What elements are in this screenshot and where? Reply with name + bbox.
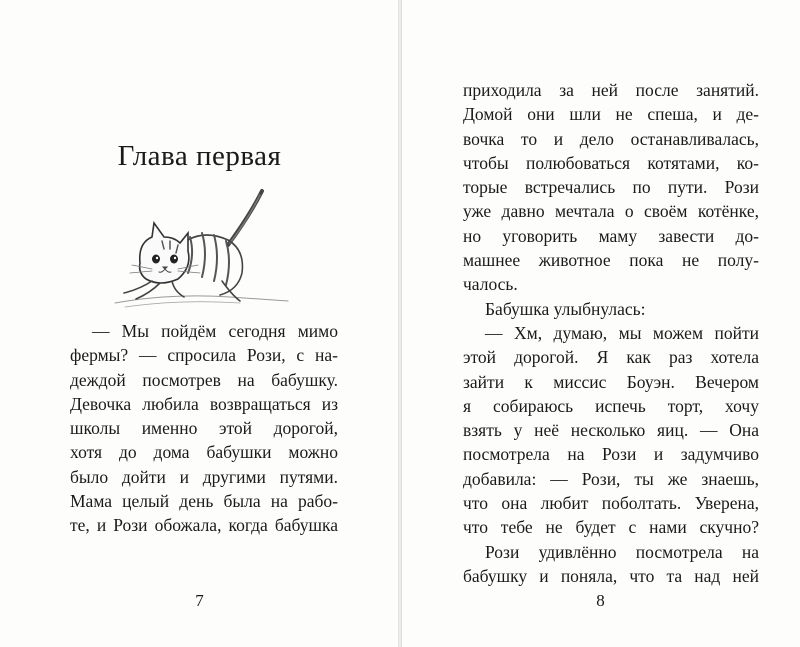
text-line: Домой они шли не спеша, и де- bbox=[463, 104, 759, 125]
text-line: Рози удивлённо посмотрела на bbox=[485, 541, 759, 562]
text-line: вочка то и дело останавливалась, bbox=[463, 128, 759, 149]
text-line: чтобы полюбоваться котятами, ко- bbox=[463, 152, 759, 173]
text-line: чалось. bbox=[463, 274, 518, 295]
text-line: хотя до дома бабушки можно bbox=[70, 442, 338, 463]
text-line: бабушку и поняла, что та над ней bbox=[463, 565, 759, 586]
left-page bbox=[0, 0, 399, 647]
text-line: посмотрела на Рози и задумчиво bbox=[463, 444, 759, 465]
left-page-text bbox=[70, 319, 338, 538]
text-line: фермы? — спросила Рози, с на- bbox=[70, 345, 338, 366]
text-line: что тебе не будет с нами скучно? bbox=[463, 517, 759, 538]
page-number: 8 bbox=[596, 591, 605, 610]
text-line: приходила за ней после занятий. bbox=[463, 80, 759, 100]
text-line: добавила: — Рози, ты же знаешь, bbox=[463, 468, 759, 489]
right-page-text bbox=[463, 78, 759, 588]
text-line: было дойти и другими путями. bbox=[70, 466, 338, 487]
text-line: взять у неё несколько яиц. — Она bbox=[463, 420, 759, 441]
text-line: — Хм, думаю, мы можем пойти bbox=[485, 322, 759, 343]
text-line: — Мы пойдём сегодня мимо bbox=[92, 321, 338, 341]
chapter-title: Глава первая bbox=[117, 140, 282, 172]
text-line: Девочка любила возвращаться из bbox=[70, 393, 338, 414]
text-line: этой дорогой. Я как раз хотела bbox=[463, 347, 759, 368]
text-line: Бабушка улыбнулась: bbox=[485, 298, 646, 319]
text-line: зайти к миссис Боуэн. Вечером bbox=[463, 371, 759, 392]
text-line: машнее животное пока не полу- bbox=[463, 250, 759, 271]
page-number: 7 bbox=[195, 591, 204, 610]
text-line: торые встречались по пути. Рози bbox=[463, 177, 759, 198]
kitten-illustration bbox=[110, 185, 290, 315]
text-line: Мама целый день была на рабо- bbox=[70, 491, 338, 512]
text-line: я собираюсь испечь торт, хочу bbox=[463, 395, 759, 416]
text-line: школы именно этой дорогой, bbox=[70, 418, 338, 439]
text-line: уже давно мечтала о своём котёнке, bbox=[463, 201, 759, 222]
right-page bbox=[401, 0, 800, 647]
text-line: что она любит поболтать. Уверена, bbox=[463, 493, 759, 514]
text-line: деждой посмотрев на бабушку. bbox=[70, 369, 338, 390]
text-line: те, и Рози обожала, когда бабушка bbox=[70, 515, 338, 536]
text-line: но уговорить маму завести до- bbox=[463, 225, 759, 246]
